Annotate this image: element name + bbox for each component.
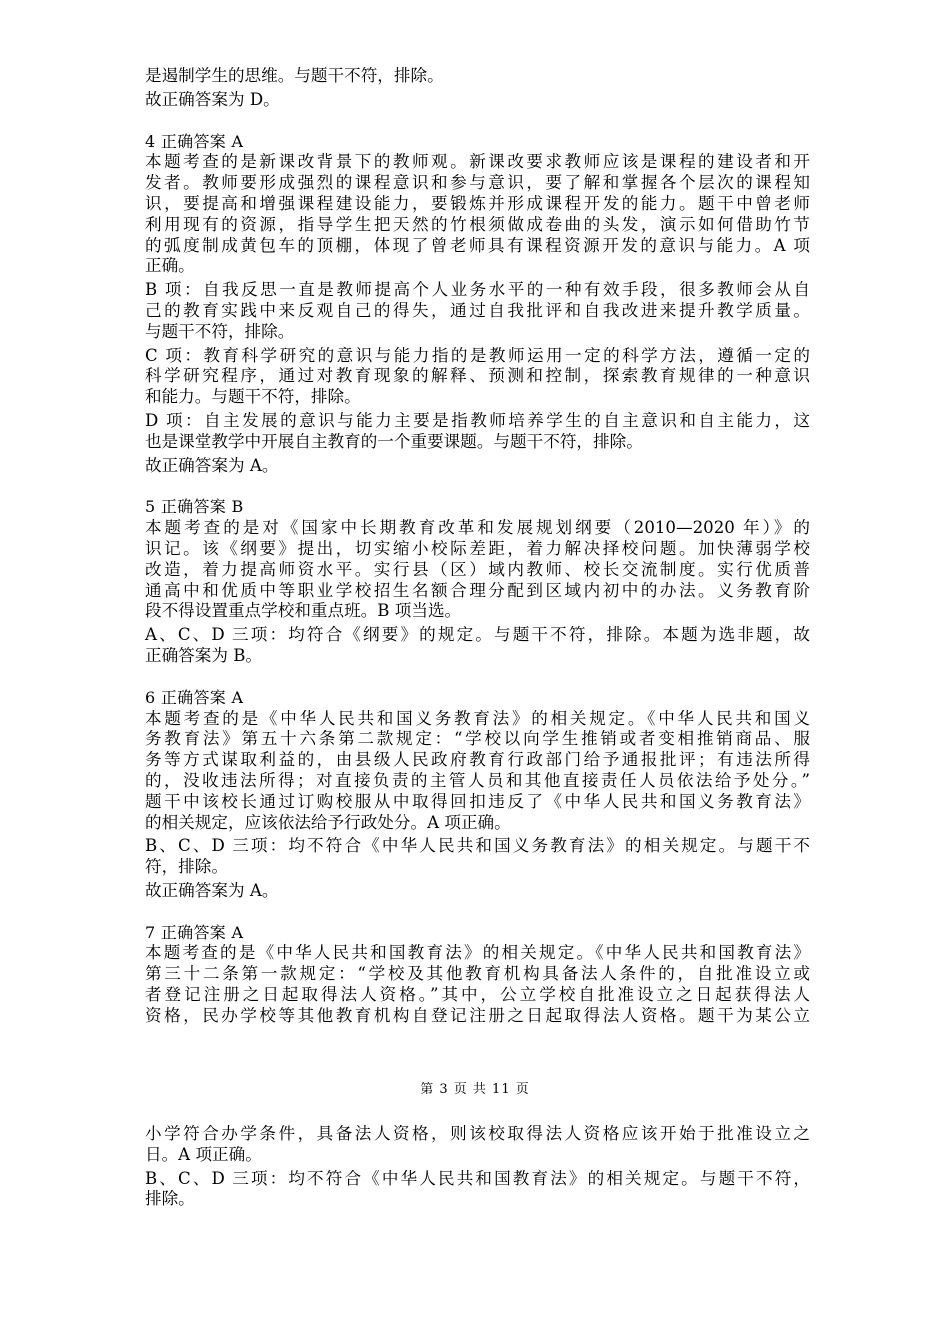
spacer <box>145 670 810 688</box>
text-line: 故正确答案为 D。 <box>145 89 280 109</box>
text-line: 正确答案为 B。 <box>145 645 263 665</box>
text-line: 的弧度制成黄包车的顶棚，体现了曾老师具有课程资源开发的意识与能力。A 项 <box>145 235 810 255</box>
text-line: 日。A 项正确。 <box>145 1144 262 1164</box>
text-line: 是遏制学生的思维。与题干不符，排除。 <box>145 66 444 85</box>
spacer <box>145 1210 810 1213</box>
text-line: 与题干不符，排除。 <box>145 321 295 341</box>
text-line: B、C、D 三项：均不符合《中华人民共和国教育法》的相关规定。与题干不符， <box>145 1168 810 1188</box>
text-line: C 项：教育科学研究的意识与能力指的是教师运用一定的科学方法，遵循一定的 <box>145 345 810 365</box>
text-line: 科学研究程序，通过对教育现象的解释、预测和控制，探索教育规律的一种意识 <box>145 366 810 386</box>
text-line: 也是课堂教学中开展自主教育的一个重要课题。与题干不符，排除。 <box>145 431 643 451</box>
text-line: 的，没收违法所得；对直接负责的主管人员和其他直接责任人员依法给予处分。” <box>145 770 810 790</box>
text-line: 己的教育实践中来反观自己的得失，通过自我批评和自我改进来提升教学质量。 <box>145 300 810 320</box>
text-line: A、C、D 三项：均符合《纲要》的规定。与题干不符，排除。本题为选非题，故 <box>145 625 810 645</box>
text-line: 排除。 <box>145 1189 195 1209</box>
spacer <box>145 1027 810 1030</box>
answer-heading: 7 正确答案 A <box>145 922 244 942</box>
spacer <box>145 905 810 923</box>
text-line: 第三十二条第一款规定：“学校及其他教育机构具备法人条件的，自批准设立或 <box>145 964 810 984</box>
text-line: 的相关规定，应该依法给予行政处分。A 项正确。 <box>145 812 511 832</box>
text-line: 务等方式谋取利益的，由县级人民政府教育行政部门给予通报批评；有违法所得 <box>145 750 810 770</box>
text-line: 资格，民办学校等其他教育机构自登记注册之日起取得法人资格。题干为某公立 <box>145 1005 810 1025</box>
answer-heading: 5 正确答案 B <box>145 497 244 517</box>
text-line: D 项：自主发展的意识与能力主要是指教师培养学生的自主意识和自主能力，这 <box>145 410 810 430</box>
spacer <box>145 479 810 497</box>
text-line: B 项：自我反思一直是教师提高个人业务水平的一种有效手段，很多教师会从自 <box>145 280 810 300</box>
text-line: 故正确答案为 A。 <box>145 455 279 475</box>
text-line: 小学符合办学条件，具备法人资格，则该校取得法人资格应该开始于批准设立之 <box>145 1124 810 1143</box>
page-content <box>145 66 810 1030</box>
page-footer: 第 3 页 共 11 页 <box>420 1082 530 1097</box>
spacer <box>145 114 810 132</box>
text-line: 符，排除。 <box>145 857 228 877</box>
text-line: 本题考查的是《中华人民共和国义务教育法》的相关规定。《中华人民共和国义 <box>145 708 810 728</box>
text-line: 段不得设置重点学校和重点班。B 项当选。 <box>145 601 462 621</box>
text-line: 者登记注册之日起取得法人资格。”其中，公立学校自批准设立之日起获得法人 <box>145 985 810 1005</box>
text-line: 识记。该《纲要》提出，切实缩小校际差距，着力解决择校问题。加快薄弱学校 <box>145 538 810 558</box>
text-line: 改造，着力提高师资水平。实行县（区）域内教师、校长交流制度。实行优质普 <box>145 559 810 579</box>
answer-heading: 6 正确答案 A <box>145 687 244 707</box>
text-line: 本题考查的是对《国家中长期教育改革和发展规划纲要（2010—2020 年）》的 <box>145 518 810 538</box>
text-line: 正确。 <box>145 256 195 276</box>
text-line: 题干中该校长通过订购校服从中取得回扣违反了《中华人民共和国义务教育法》 <box>145 791 810 811</box>
text-line: 识，要提高和增强课程建设能力，要锻炼并形成课程开发的能力。题干中曾老师 <box>145 193 810 213</box>
text-line: 和能力。与题干不符，排除。 <box>145 387 361 407</box>
text-line: 本题考查的是新课改背景下的教师观。新课改要求教师应该是课程的建设者和开 <box>145 152 810 172</box>
page-content-continued <box>145 1124 810 1213</box>
text-line: 本题考查的是《中华人民共和国教育法》的相关规定。《中华人民共和国教育法》 <box>145 943 810 963</box>
text-line: 故正确答案为 A。 <box>145 880 279 900</box>
text-line: B、C、D 三项：均不符合《中华人民共和国义务教育法》的相关规定。与题干不 <box>145 836 810 856</box>
answer-heading: 4 正确答案 A <box>145 131 244 151</box>
text-line: 通高中和优质中等职业学校招生名额合理分配到区域内初中的办法。义务教育阶 <box>145 580 810 600</box>
text-line: 务教育法》第五十六条第二款规定：“学校以向学生推销或者变相推销商品、服 <box>145 729 810 749</box>
text-line: 发者。教师要形成强烈的课程意识和参与意识，要了解和掌握各个层次的课程知 <box>145 173 810 193</box>
text-line: 利用现有的资源，指导学生把天然的竹根须做成卷曲的头发，演示如何借助竹节 <box>145 214 810 234</box>
